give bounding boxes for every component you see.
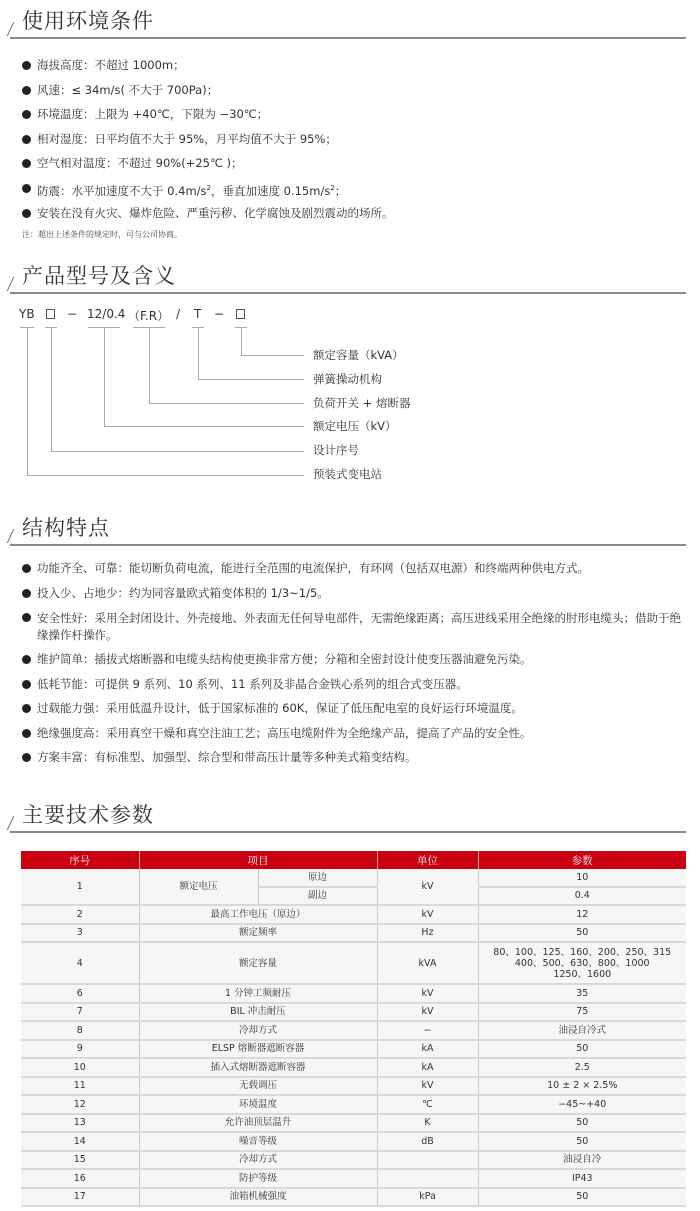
item-text: 海拔高度：不超过 1000m； — [37, 58, 185, 72]
cell-subitem: 副边 — [258, 887, 377, 906]
table-row — [21, 984, 686, 1003]
cell-unit: dB — [377, 1132, 478, 1151]
label-rated-voltage: 额定电压（kV） — [313, 419, 397, 433]
environment-list — [22, 58, 692, 226]
cell-unit: kV — [377, 984, 478, 1003]
list-item — [22, 206, 692, 226]
leader-line — [198, 327, 199, 379]
cell-item: 额定电压 — [139, 869, 258, 905]
table-row — [21, 942, 686, 984]
table-row — [21, 905, 686, 924]
cell-item: 冷却方式 — [139, 1021, 377, 1040]
header-item: 项目 — [139, 851, 377, 869]
cell-unit — [377, 1169, 478, 1188]
list-item-seismic — [22, 181, 692, 206]
cell-no: 17 — [21, 1188, 139, 1207]
code-fr: （F.R） — [128, 309, 170, 323]
cell-no: 16 — [21, 1169, 139, 1188]
item-text: 低耗节能：可提供 9 系列、10 系列、11 系列及非晶合金铁心系列的组合式变压器。 — [37, 676, 468, 691]
bullet-icon — [22, 704, 31, 713]
cell-value: 50 — [478, 1132, 686, 1151]
bullet-icon — [22, 613, 31, 622]
cell-subitem: 原边 — [258, 869, 377, 887]
label-rated-capacity: 额定容量（kVA） — [313, 348, 404, 362]
leader-line — [241, 327, 242, 355]
bullet-icon — [22, 655, 31, 664]
section-heading-environment — [10, 7, 686, 39]
cell-no: 6 — [21, 984, 139, 1003]
cell-item: 最高工作电压（原边） — [139, 905, 377, 924]
list-item — [22, 107, 692, 132]
cell-unit: kV — [377, 1077, 478, 1096]
leader-line — [149, 327, 150, 403]
list-item — [22, 83, 692, 108]
code-yb: YB — [19, 307, 35, 321]
code-box-design-no — [46, 309, 55, 319]
superscript: 2 — [330, 183, 335, 192]
list-item — [22, 58, 692, 83]
item-text: 空气相对温度：不超过 90%(+25℃ )； — [37, 156, 243, 171]
leader-line — [241, 355, 304, 356]
item-text: 风速：≤ 34m/s( 不大于 700Pa)； — [37, 82, 219, 97]
item-text: 安全性好：采用全封闭设计、外壳接地、外表面无任何导电部件，无需绝缘距离；高压进线采用全绝缘的肘形电缆头；借助于绝缘操作杆操作。 — [37, 611, 681, 642]
cell-no: 8 — [21, 1021, 139, 1040]
bullet-icon — [22, 86, 31, 95]
code-t: T — [194, 307, 202, 321]
bullet-icon — [22, 61, 31, 70]
cell-unit: kPa — [377, 1188, 478, 1207]
leader-line — [104, 327, 105, 426]
heading-title: 产品型号及含义 — [22, 264, 176, 288]
cell-item: 油箱机械强度 — [139, 1188, 377, 1207]
item-text: 过载能力强：采用低温升设计，低于国家标准的 60K，保证了低压配电室的良好运行环境温度。 — [37, 701, 523, 715]
superscript: 2 — [206, 183, 211, 192]
cell-unit: kA — [377, 1058, 478, 1077]
item-text: 投入少、占地少：约为同容量欧式箱变体积的 1/3~1/5。 — [37, 585, 329, 600]
cell-no: 1 — [21, 869, 139, 905]
list-item — [22, 561, 692, 586]
cell-value: −45~+40 — [478, 1095, 686, 1114]
table-row — [21, 1114, 686, 1133]
code-slash: / — [176, 307, 181, 321]
item-text: 功能齐全、可靠：能切断负荷电流，能进行全范围的电流保护，有环网（包括双电源）和终端两种供电方式。 — [37, 561, 589, 575]
leader-line — [51, 327, 52, 451]
cell-unit: kV — [377, 905, 478, 924]
leader-line — [27, 327, 28, 475]
cell-value: 10 — [478, 869, 686, 887]
cell-unit: kV — [377, 869, 478, 905]
bullet-icon — [22, 589, 31, 598]
section-heading-params — [10, 801, 686, 833]
code-voltage: 12/0.4 — [87, 307, 126, 321]
list-item — [22, 586, 692, 611]
item-text: ； — [334, 183, 347, 198]
bullet-icon — [22, 753, 31, 762]
cell-no: 3 — [21, 924, 139, 943]
cell-value: 2.5 — [478, 1058, 686, 1077]
cell-item: ELSP 熔断器遮断容器 — [139, 1040, 377, 1059]
bullet-icon — [22, 135, 31, 144]
table-header-row — [21, 851, 686, 869]
label-prefab-substation: 预装式变电站 — [313, 467, 382, 481]
heading-slash-mark — [7, 529, 15, 543]
table-row — [21, 1003, 686, 1022]
cell-value: 油浸自冷式 — [478, 1021, 686, 1040]
header-param: 参数 — [478, 851, 686, 869]
header-unit: 单位 — [377, 851, 478, 869]
list-item — [22, 677, 692, 702]
list-item — [22, 610, 692, 652]
cell-value: 35 — [478, 984, 686, 1003]
item-text: ，垂直加速度 0.15m/s — [210, 183, 331, 198]
leader-line — [104, 426, 304, 427]
section-heading-model — [10, 262, 686, 294]
cell-value: 50 — [478, 924, 686, 943]
cell-no: 14 — [21, 1132, 139, 1151]
cell-no: 10 — [21, 1058, 139, 1077]
bullet-icon — [22, 209, 31, 218]
cell-no: 7 — [21, 1003, 139, 1022]
table-row — [21, 1188, 686, 1207]
item-text: 维护简单：插拔式熔断器和电缆头结构使更换非常方便；分箱和全密封设计使变压器油避免污染。 — [37, 652, 532, 666]
label-design-number: 设计序号 — [313, 443, 359, 457]
cell-unit: − — [377, 1021, 478, 1040]
heading-title: 结构特点 — [22, 516, 110, 540]
cell-item: 1 分钟工频耐压 — [139, 984, 377, 1003]
table-row — [21, 1040, 686, 1059]
heading-title: 使用环境条件 — [22, 9, 154, 33]
cell-item: BIL 冲击耐压 — [139, 1003, 377, 1022]
cell-value: IP43 — [478, 1169, 686, 1188]
cell-value: 50 — [478, 1040, 686, 1059]
cell-value: 12 — [478, 905, 686, 924]
cell-value: 油浸自冷 — [478, 1151, 686, 1170]
cell-value: 75 — [478, 1003, 686, 1022]
leader-line — [149, 403, 304, 404]
cell-item: 环境温度 — [139, 1095, 377, 1114]
leader-line — [27, 475, 304, 476]
heading-slash-mark — [7, 816, 15, 830]
cell-unit: ℃ — [377, 1095, 478, 1114]
header-no: 序号 — [21, 851, 139, 869]
cell-item: 防护等级 — [139, 1169, 377, 1188]
table-row — [21, 1169, 686, 1188]
label-switch-fuse: 负荷开关 + 熔断器 — [313, 396, 411, 410]
list-item — [22, 652, 692, 677]
cell-item: 冷却方式 — [139, 1151, 377, 1170]
cell-item: 噪音等级 — [139, 1132, 377, 1151]
cell-item: 插入式熔断器遮断容器 — [139, 1058, 377, 1077]
table-row — [21, 1058, 686, 1077]
table-row — [21, 1077, 686, 1096]
section-heading-structure — [10, 514, 686, 546]
cell-value: 10 ± 2 × 2.5% — [478, 1077, 686, 1096]
list-item — [22, 156, 692, 181]
item-text: 相对湿度：日平均值不大于 95%，月平均值不大于 95%； — [37, 131, 337, 146]
table-row — [21, 1132, 686, 1151]
code-dash: − — [214, 307, 225, 321]
cell-item: 额定容量 — [139, 942, 377, 984]
list-item — [22, 750, 692, 770]
bullet-icon — [22, 110, 31, 119]
cell-unit: kVA — [377, 942, 478, 984]
cell-no: 15 — [21, 1151, 139, 1170]
cell-item: 额定频率 — [139, 924, 377, 943]
cell-unit: K — [377, 1114, 478, 1133]
item-text: 安装在没有火灾、爆炸危险、严重污秽、化学腐蚀及剧烈震动的场所。 — [37, 205, 394, 220]
table-row — [21, 924, 686, 943]
item-text: 防震：水平加速度不大于 0.4m/s — [37, 183, 207, 198]
cell-no: 12 — [21, 1095, 139, 1114]
cell-unit: Hz — [377, 924, 478, 943]
cell-unit: kA — [377, 1040, 478, 1059]
spec-table — [21, 851, 686, 1207]
cell-value: 80、100、125、160、200、250、315 400、500、630、800、1000 1250、1600 — [478, 942, 686, 984]
cell-item: 允许油顶层温升 — [139, 1114, 377, 1133]
cell-value: 0.4 — [478, 887, 686, 906]
bullet-icon — [22, 184, 31, 193]
cell-item: 无载调压 — [139, 1077, 377, 1096]
table-row — [21, 869, 686, 887]
list-item — [22, 726, 692, 751]
item-text: 环境温度：上限为 +40℃，下限为 −30℃； — [37, 107, 269, 122]
bullet-icon — [22, 680, 31, 689]
cell-unit: kV — [377, 1003, 478, 1022]
item-text: 绝缘强度高：采用真空干燥和真空注油工艺；高压电缆附件为全绝缘产品，提高了产品的安全性。 — [37, 725, 532, 740]
bullet-icon — [22, 159, 31, 168]
cell-unit — [377, 1151, 478, 1170]
cell-no: 4 — [21, 942, 139, 984]
leader-line — [198, 379, 304, 380]
cell-value: 50 — [478, 1114, 686, 1133]
leader-line — [51, 451, 304, 452]
bullet-icon — [22, 729, 31, 738]
footnote: 注：超出上述条件的规定时，可与公司协商。 — [22, 230, 182, 239]
cell-no: 9 — [21, 1040, 139, 1059]
cell-no: 13 — [21, 1114, 139, 1133]
list-item — [22, 701, 692, 726]
heading-slash-mark — [7, 22, 15, 36]
cell-value: 50 — [478, 1188, 686, 1207]
item-text: 方案丰富：有标准型、加强型、综合型和带高压计量等多种美式箱变结构。 — [37, 750, 417, 764]
table-row — [21, 1151, 686, 1170]
cell-no: 2 — [21, 905, 139, 924]
heading-slash-mark — [7, 277, 15, 291]
label-spring-mechanism: 弹簧操动机构 — [313, 372, 382, 386]
list-item — [22, 132, 692, 157]
bullet-icon — [22, 564, 31, 573]
code-dash: − — [67, 307, 78, 321]
code-box-capacity — [236, 309, 245, 319]
cell-no: 11 — [21, 1077, 139, 1096]
heading-title: 主要技术参数 — [22, 803, 154, 827]
structure-list — [22, 561, 692, 770]
table-row — [21, 1021, 686, 1040]
table-row — [21, 1095, 686, 1114]
